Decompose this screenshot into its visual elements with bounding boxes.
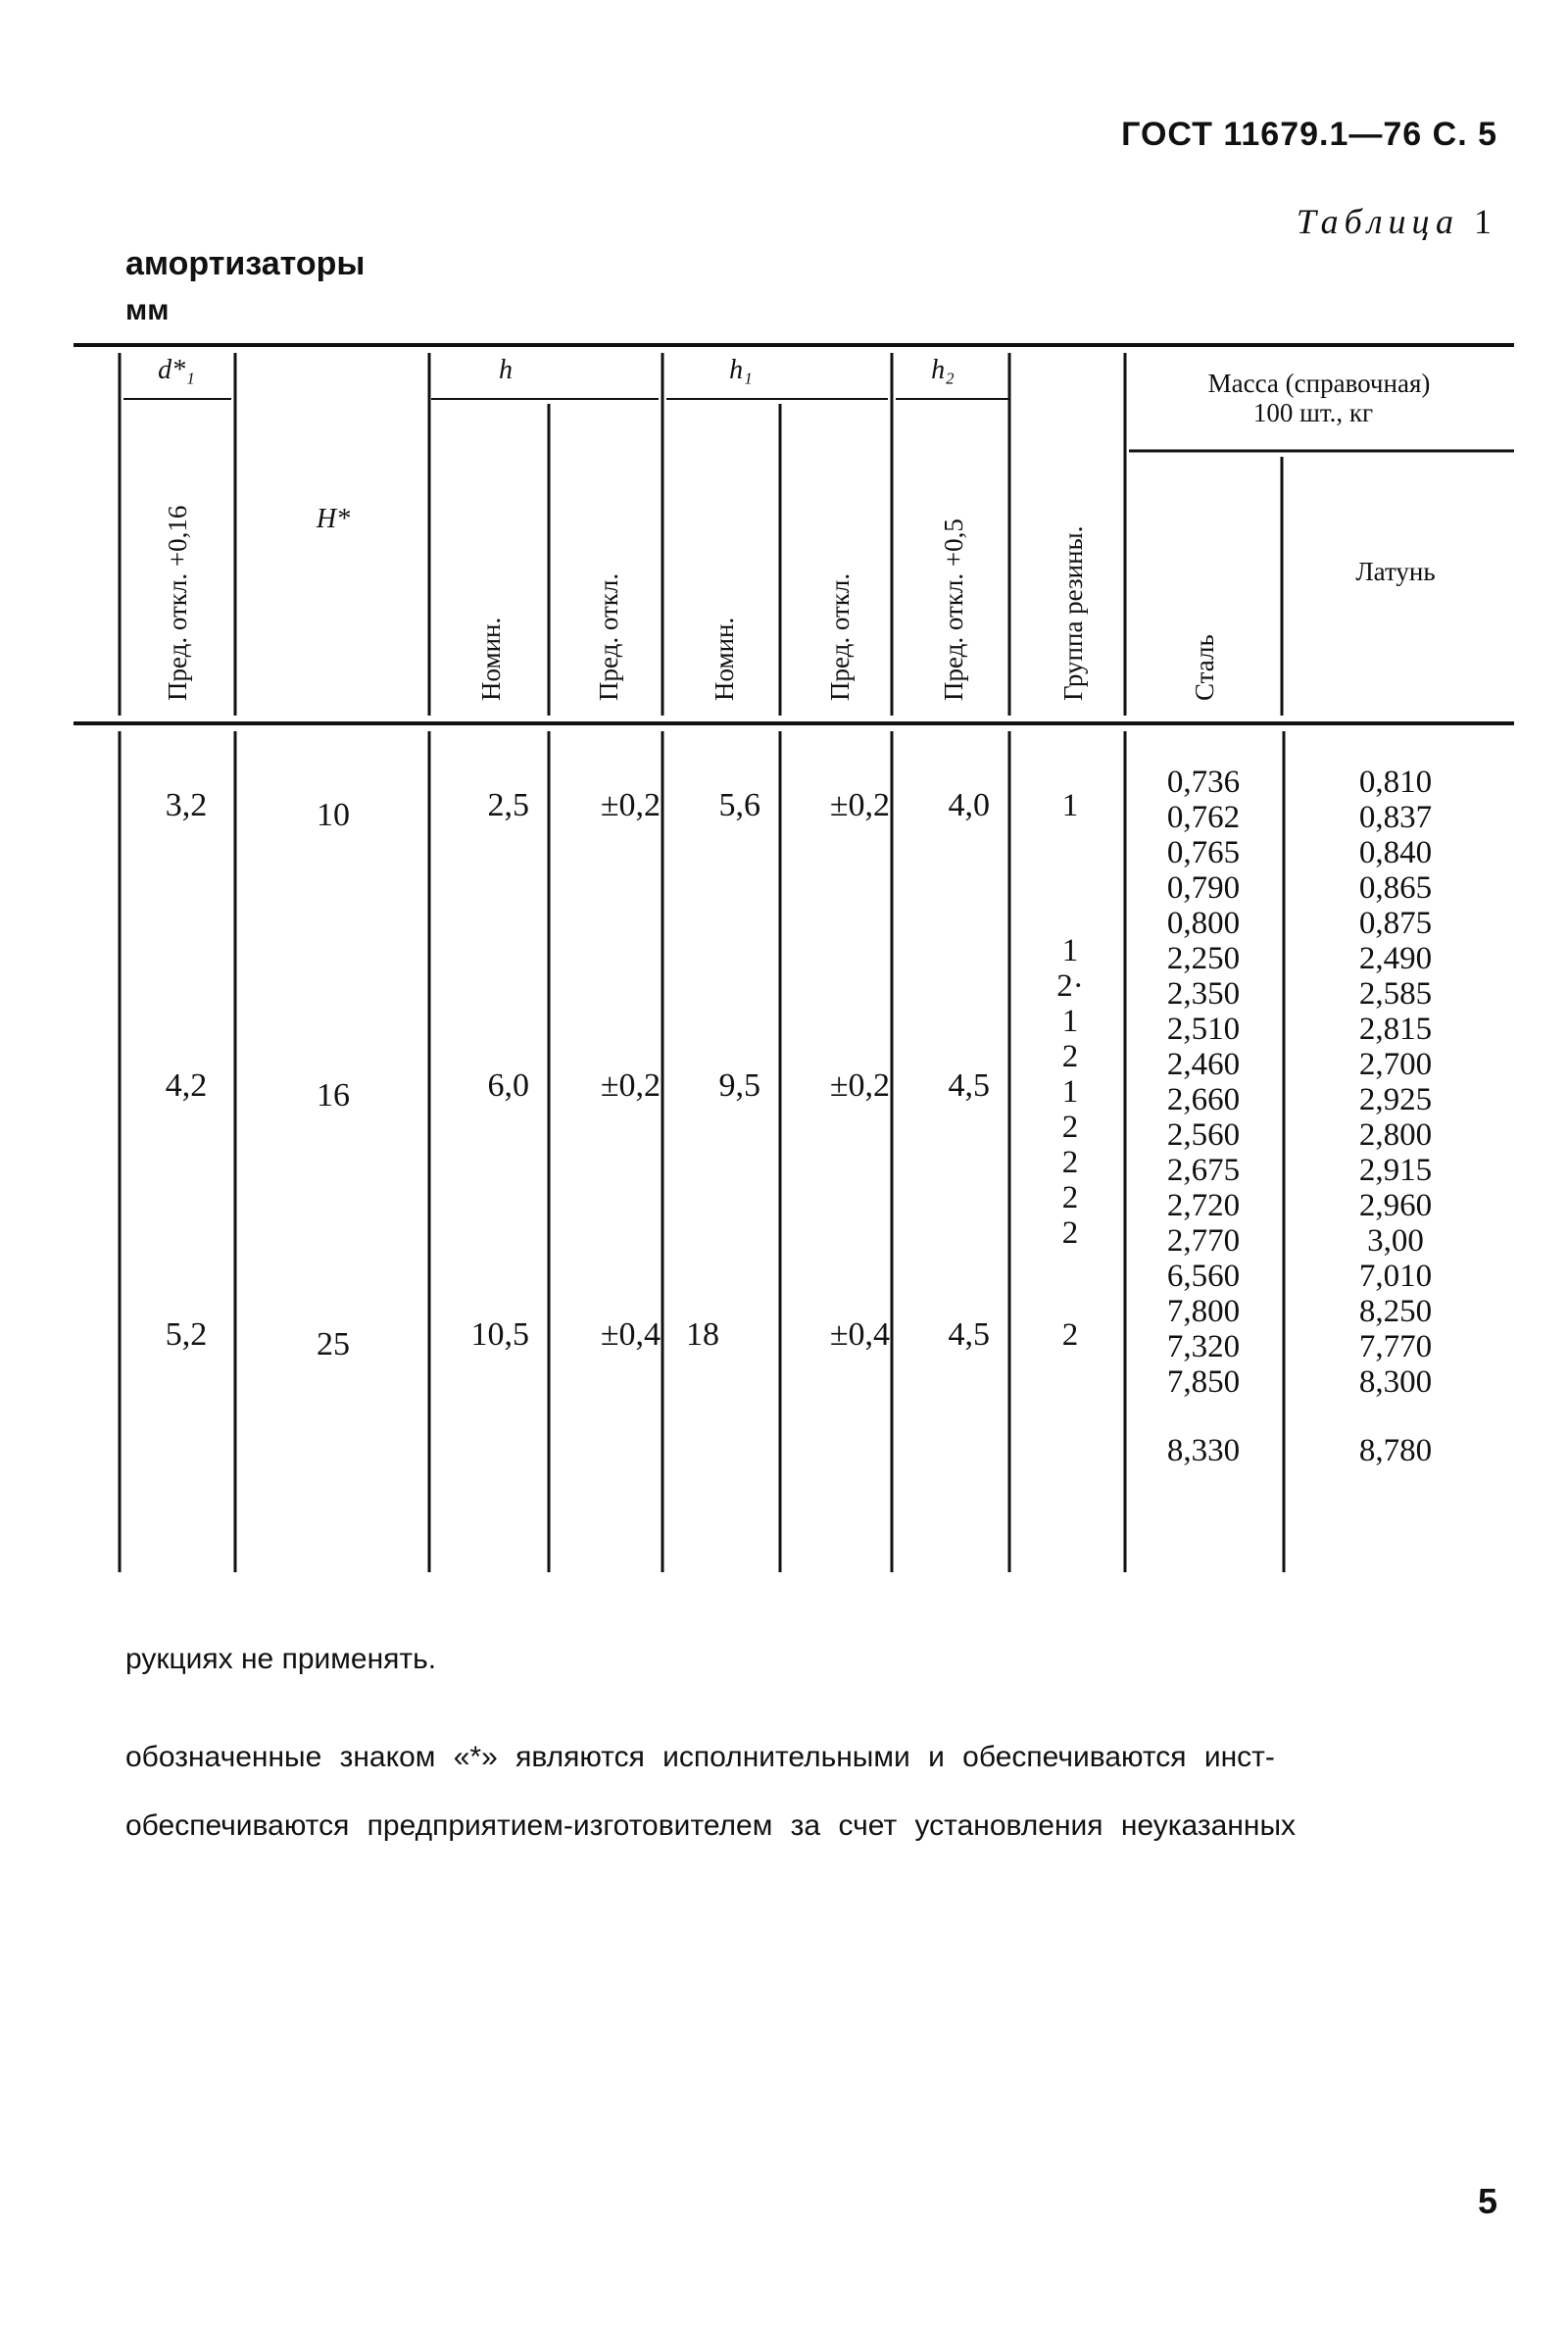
cell-rubber-group: 2 bbox=[1061, 1180, 1079, 1215]
cell-rubber-group: 1 bbox=[1061, 1004, 1079, 1039]
cell-h2: 4,5 bbox=[948, 1067, 990, 1104]
header-h2: h₂ bbox=[931, 355, 955, 385]
header-mass-units: 100 шт., кг bbox=[1252, 398, 1374, 427]
cell-h1-nom: 18 bbox=[686, 1316, 719, 1353]
cell-steel: 2,510 bbox=[1166, 1012, 1241, 1047]
cell-brass: 7,770 bbox=[1358, 1329, 1433, 1364]
cell-steel: 7,850 bbox=[1166, 1364, 1241, 1400]
cell-steel: 2,675 bbox=[1166, 1153, 1241, 1188]
cell-steel: 0,765 bbox=[1166, 835, 1241, 870]
section-title: амортизаторы bbox=[125, 245, 366, 282]
cell-h1-tol: ±0,4 bbox=[829, 1316, 890, 1353]
cell-rubber-group: 2 bbox=[1061, 1039, 1079, 1074]
cell-steel: 2,560 bbox=[1166, 1117, 1241, 1153]
cell-rubber-group: 2 bbox=[1061, 1110, 1079, 1145]
cell-h1-tol: ±0,2 bbox=[829, 1067, 890, 1104]
cell-brass: 2,960 bbox=[1358, 1188, 1433, 1223]
cell-d1: 3,2 bbox=[165, 787, 208, 823]
cell-steel: 0,736 bbox=[1166, 765, 1241, 800]
header-h1-tol: Пред. откл. bbox=[825, 572, 855, 701]
header-h-tol: Пред. откл. bbox=[594, 572, 623, 701]
cell-brass: 2,915 bbox=[1358, 1153, 1433, 1188]
cell-brass: 0,810 bbox=[1358, 765, 1433, 800]
cell-brass: 2,800 bbox=[1358, 1117, 1433, 1153]
cell-steel: 2,460 bbox=[1166, 1047, 1241, 1082]
header-h1-nom: Номин. bbox=[710, 617, 739, 701]
cell-brass: 2,700 bbox=[1358, 1047, 1433, 1082]
cell-h1-nom: 9,5 bbox=[718, 1067, 760, 1104]
cell-rubber-group: 2 bbox=[1061, 1317, 1079, 1353]
cell-brass: 8,300 bbox=[1358, 1364, 1433, 1400]
cell-steel: 2,250 bbox=[1166, 941, 1241, 976]
units-label: мм bbox=[125, 294, 170, 326]
cell-brass: 8,780 bbox=[1358, 1433, 1433, 1468]
cell-brass: 0,875 bbox=[1358, 906, 1433, 941]
cell-H: 10 bbox=[317, 797, 350, 833]
cell-h-nom: 2,5 bbox=[487, 787, 529, 823]
cell-steel: 0,762 bbox=[1166, 800, 1241, 835]
cell-d1: 4,2 bbox=[165, 1067, 208, 1104]
page-header: ГОСТ 11679.1—76 С. 5 bbox=[1121, 116, 1497, 153]
cell-h-nom: 6,0 bbox=[487, 1067, 529, 1104]
page-number: 5 bbox=[1477, 2181, 1497, 2221]
cell-h2: 4,5 bbox=[948, 1316, 990, 1353]
footnote-line-2: обозначенные знаком «*» являются исполнительными и обеспечиваются инст- bbox=[125, 1741, 1275, 1773]
cell-brass: 7,010 bbox=[1358, 1259, 1433, 1294]
cell-steel: 2,350 bbox=[1166, 976, 1241, 1012]
footnote-line-1: рукциях не применять. bbox=[125, 1643, 437, 1675]
cell-H: 16 bbox=[317, 1077, 350, 1114]
cell-steel: 6,560 bbox=[1166, 1259, 1241, 1294]
cell-steel: 8,330 bbox=[1166, 1433, 1241, 1468]
cell-rubber-group: 2 bbox=[1061, 1145, 1079, 1180]
cell-h2: 4,0 bbox=[948, 787, 990, 823]
cell-steel: 7,800 bbox=[1166, 1294, 1241, 1329]
header-h2-tol: Пред. откл. +0,5 bbox=[939, 519, 968, 701]
cell-h1-nom: 5,6 bbox=[718, 787, 760, 823]
cell-rubber-group: 1 bbox=[1061, 1074, 1079, 1110]
cell-brass: 0,840 bbox=[1358, 835, 1433, 870]
cell-steel: 7,320 bbox=[1166, 1329, 1241, 1364]
header-mass: Масса (справочная) bbox=[1207, 369, 1431, 398]
cell-brass: 0,865 bbox=[1358, 870, 1433, 906]
cell-brass: 0,837 bbox=[1358, 800, 1433, 835]
header-steel: Сталь bbox=[1190, 634, 1219, 701]
header-h1: h₁ bbox=[729, 355, 753, 385]
cell-steel: 2,660 bbox=[1166, 1082, 1241, 1117]
cell-d1: 5,2 bbox=[165, 1316, 208, 1353]
table-caption-word: Таблица bbox=[1296, 202, 1459, 241]
cell-brass: 2,585 bbox=[1358, 976, 1433, 1012]
cell-H: 25 bbox=[317, 1326, 350, 1362]
cell-brass: 2,490 bbox=[1358, 941, 1433, 976]
header-rubber-group: Группа резины. bbox=[1058, 525, 1088, 701]
header-h: h bbox=[499, 355, 513, 385]
cell-steel: 2,720 bbox=[1166, 1188, 1241, 1223]
cell-h-tol: ±0,4 bbox=[600, 1316, 661, 1353]
header-d1-tol: Пред. откл. +0,16 bbox=[163, 505, 192, 701]
footnote-line-3: обеспечиваются предприятием-изготовителем за счет установления неуказанных bbox=[125, 1809, 1297, 1842]
header-d1: d*₁ bbox=[158, 355, 195, 385]
header-brass: Латунь bbox=[1355, 557, 1436, 586]
cell-rubber-group: 2· bbox=[1056, 968, 1084, 1004]
cell-rubber-group: 1 bbox=[1061, 933, 1079, 968]
header-H: H* bbox=[316, 504, 351, 534]
cell-h-tol: ±0,2 bbox=[600, 787, 661, 823]
table-caption-number: 1 bbox=[1474, 202, 1497, 241]
cell-rubber-group: 1 bbox=[1061, 788, 1079, 823]
cell-h-nom: 10,5 bbox=[470, 1316, 529, 1353]
header-h-nom: Номин. bbox=[476, 617, 506, 701]
cell-brass: 8,250 bbox=[1358, 1294, 1433, 1329]
cell-steel: 0,800 bbox=[1166, 906, 1241, 941]
cell-steel: 0,790 bbox=[1166, 870, 1241, 906]
cell-brass: 3,00 bbox=[1367, 1223, 1424, 1259]
cell-h1-tol: ±0,2 bbox=[829, 787, 890, 823]
cell-h-tol: ±0,2 bbox=[600, 1067, 661, 1104]
cell-rubber-group: 2 bbox=[1061, 1215, 1079, 1251]
cell-steel: 2,770 bbox=[1166, 1223, 1241, 1259]
cell-brass: 2,815 bbox=[1358, 1012, 1433, 1047]
cell-brass: 2,925 bbox=[1358, 1082, 1433, 1117]
